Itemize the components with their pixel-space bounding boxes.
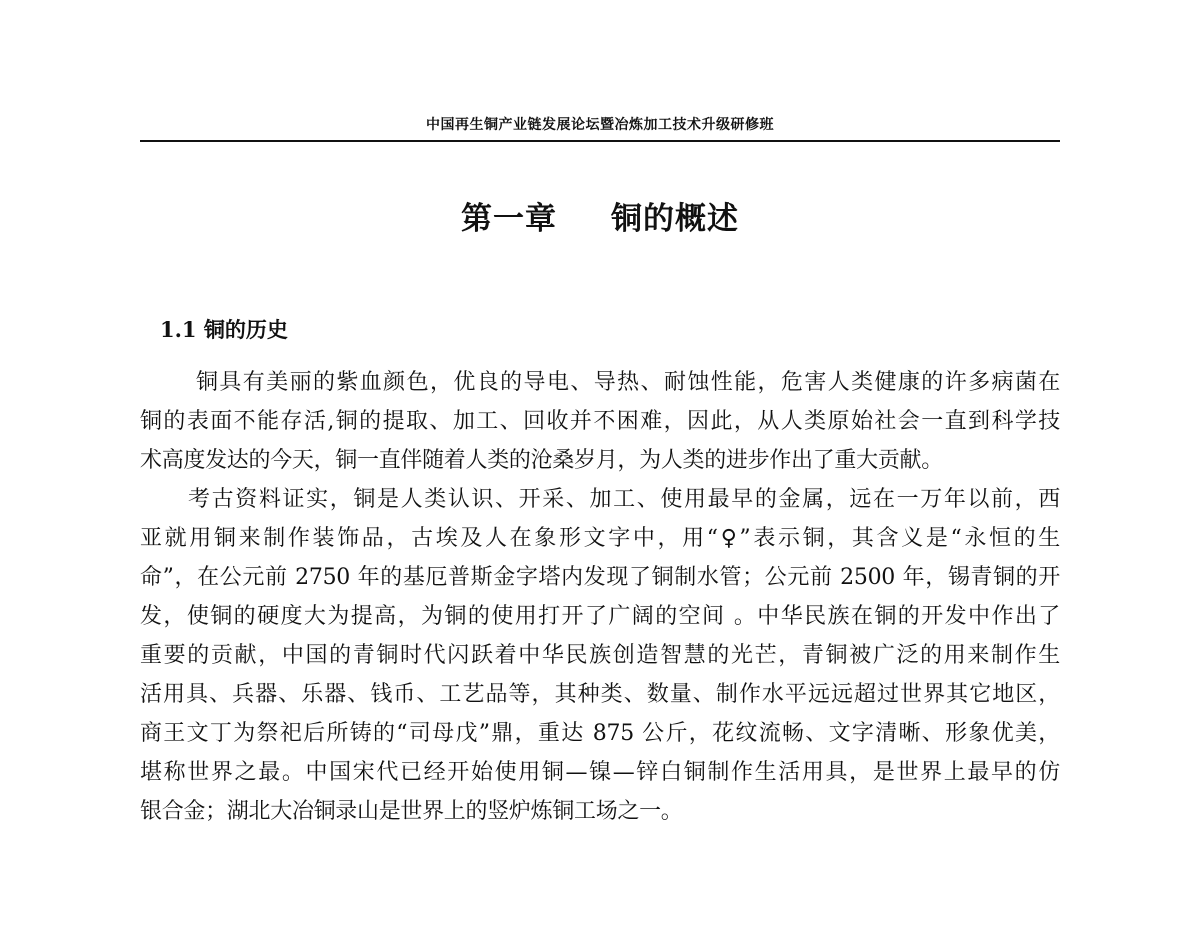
text-line: 术高度发达的今天，铜一直伴随着人类的沧桑岁月，为人类的进步作出了重大贡献。 [140,448,943,473]
text-line: 命”，在公元前 2750 年的基厄普斯金字塔内发现了铜制水管；公元前 2500 年，锡青铜的开 [140,565,1060,590]
chapter-title [140,196,1060,242]
section-heading: 1.1 铜的历史 [160,317,288,342]
paragraph-2 [140,480,1060,831]
header-rule [140,140,1060,142]
chapter-name: 铜的概述 [611,201,739,237]
text-line: 铜的表面不能存活,铜的提取、加工、回收并不困难，因此，从人类原始社会一直到科学技 [140,409,1060,434]
text-line: 堪称世界之最。中国宋代已经开始使用铜—镍—锌白铜制作生活用具，是世界上最早的仿 [140,760,1060,785]
text-line: 铜具有美丽的紫血颜色，优良的导电、导热、耐蚀性能，危害人类健康的许多病菌在 [196,370,1060,395]
text-line: 发，使铜的硬度大为提高，为铜的使用打开了广阔的空间 。中华民族在铜的开发中作出了 [140,604,1060,629]
running-header: 中国再生铜产业链发展论坛暨冶炼加工技术升级研修班 [426,117,774,133]
paragraph-1 [140,363,1060,480]
chapter-number: 第一章 [461,201,557,237]
text-line: 考古资料证实，铜是人类认识、开采、加工、使用最早的金属，远在一万年以前，西 [188,487,1060,512]
text-line: 重要的贡献，中国的青铜时代闪跃着中华民族创造智慧的光芒，青铜被广泛的用来制作生 [140,643,1060,668]
body-text [140,363,1060,831]
text-line: 商王文丁为祭祀后所铸的“司母戊”鼎，重达 875 公斤，花纹流畅、文字清晰、形象优美， [140,721,1060,746]
text-line: 活用具、兵器、乐器、钱币、工艺品等，其种类、数量、制作水平远远超过世界其它地区， [140,682,1060,707]
text-line: 银合金；湖北大冶铜录山是世界上的竖炉炼铜工场之一。 [140,799,683,824]
text-line: 亚就用铜来制作装饰品，古埃及人在象形文字中，用“♀”表示铜，其含义是“永恒的生 [140,526,1060,551]
